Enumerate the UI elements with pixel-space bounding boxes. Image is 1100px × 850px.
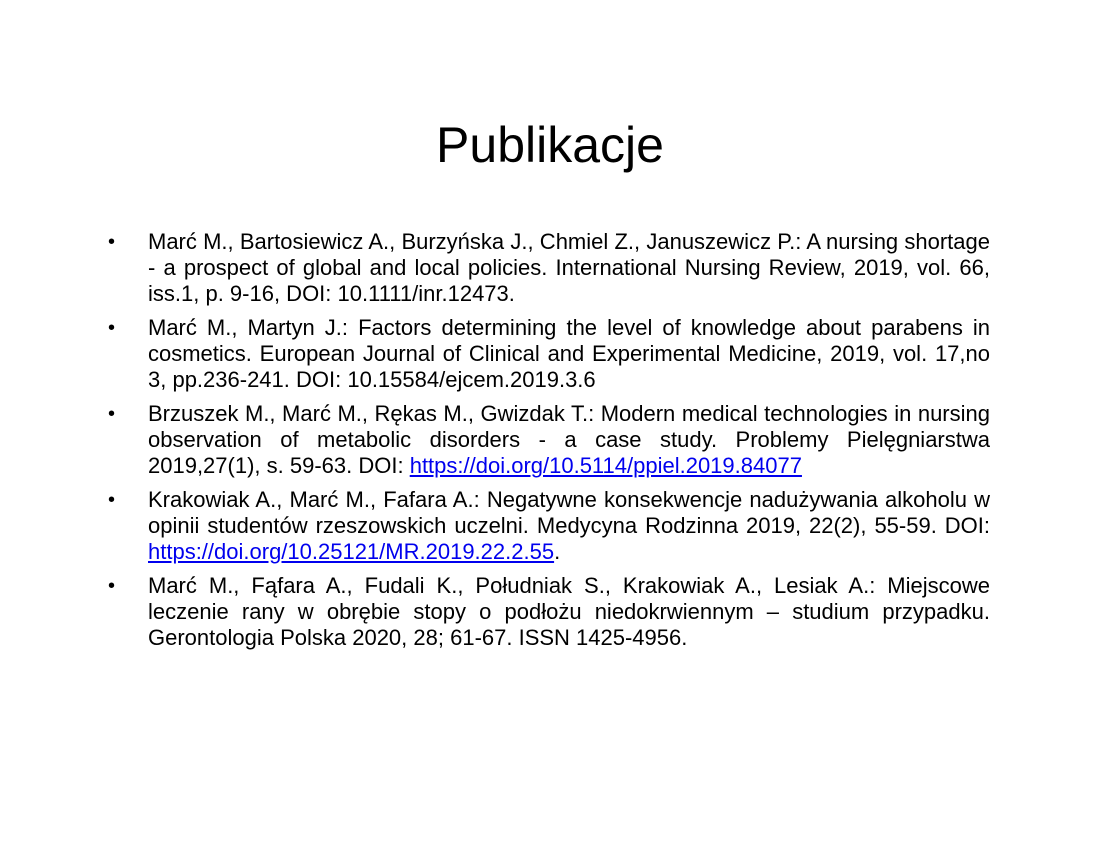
- list-item: [108, 487, 990, 565]
- bullet-icon: •: [108, 317, 116, 339]
- doi-link[interactable]: https://doi.org/10.5114/ppiel.2019.84077: [409, 453, 802, 478]
- list-item: [108, 315, 990, 393]
- publication-list: [108, 229, 990, 659]
- list-item: [108, 573, 990, 651]
- bullet-icon: •: [108, 489, 116, 511]
- doi-link[interactable]: https://doi.org/10.25121/MR.2019.22.2.55: [148, 539, 555, 564]
- list-item: [108, 229, 990, 307]
- bullet-icon: •: [108, 575, 116, 597]
- publication-citation: Krakowiak A., Marć M., Fafara A.: Negatywne konsekwencje nadużywania alkoholu w opinii studentów rzeszowskich uczelni. Medycyna Rodzinna 2019, 22(2), 55-59. DOI:: [148, 487, 990, 538]
- bullet-icon: •: [108, 403, 116, 425]
- publication-citation: Marć M., Fąfara A., Fudali K., Południak S., Krakowiak A., Lesiak A.: Miejscowe leczenie rany w obrębie stopy o podłożu niedokrwiennym – studium przypadku. Gerontologia Polska 2020, 28; 61-67. ISSN 1425-4956.: [148, 573, 990, 650]
- list-item: [108, 401, 990, 479]
- page-title: Publikacje: [436, 117, 664, 173]
- publication-citation: Marć M., Martyn J.: Factors determining the level of knowledge about parabens in cosmetics. European Journal of Clinical and Experimental Medicine, 2019, vol. 17,no 3, pp.236-241. DOI: 10.15584/ejcem.2019.3.6: [148, 315, 990, 392]
- publication-citation: Brzuszek M., Marć M., Rękas M., Gwizdak T.: Modern medical technologies in nursing observation of metabolic disorders - a case study. Problemy Pielęgniarstwa 2019,27(1), s. 59-63. DOI:: [148, 401, 990, 478]
- bullet-icon: •: [108, 231, 116, 253]
- publication-citation: Marć M., Bartosiewicz A., Burzyńska J., Chmiel Z., Januszewicz P.: A nursing shortage - a prospect of global and local policies. International Nursing Review, 2019, vol. 66, iss.1, p. 9-16, DOI: 10.1111/inr.12473.: [148, 229, 990, 306]
- citation-suffix: .: [554, 539, 561, 564]
